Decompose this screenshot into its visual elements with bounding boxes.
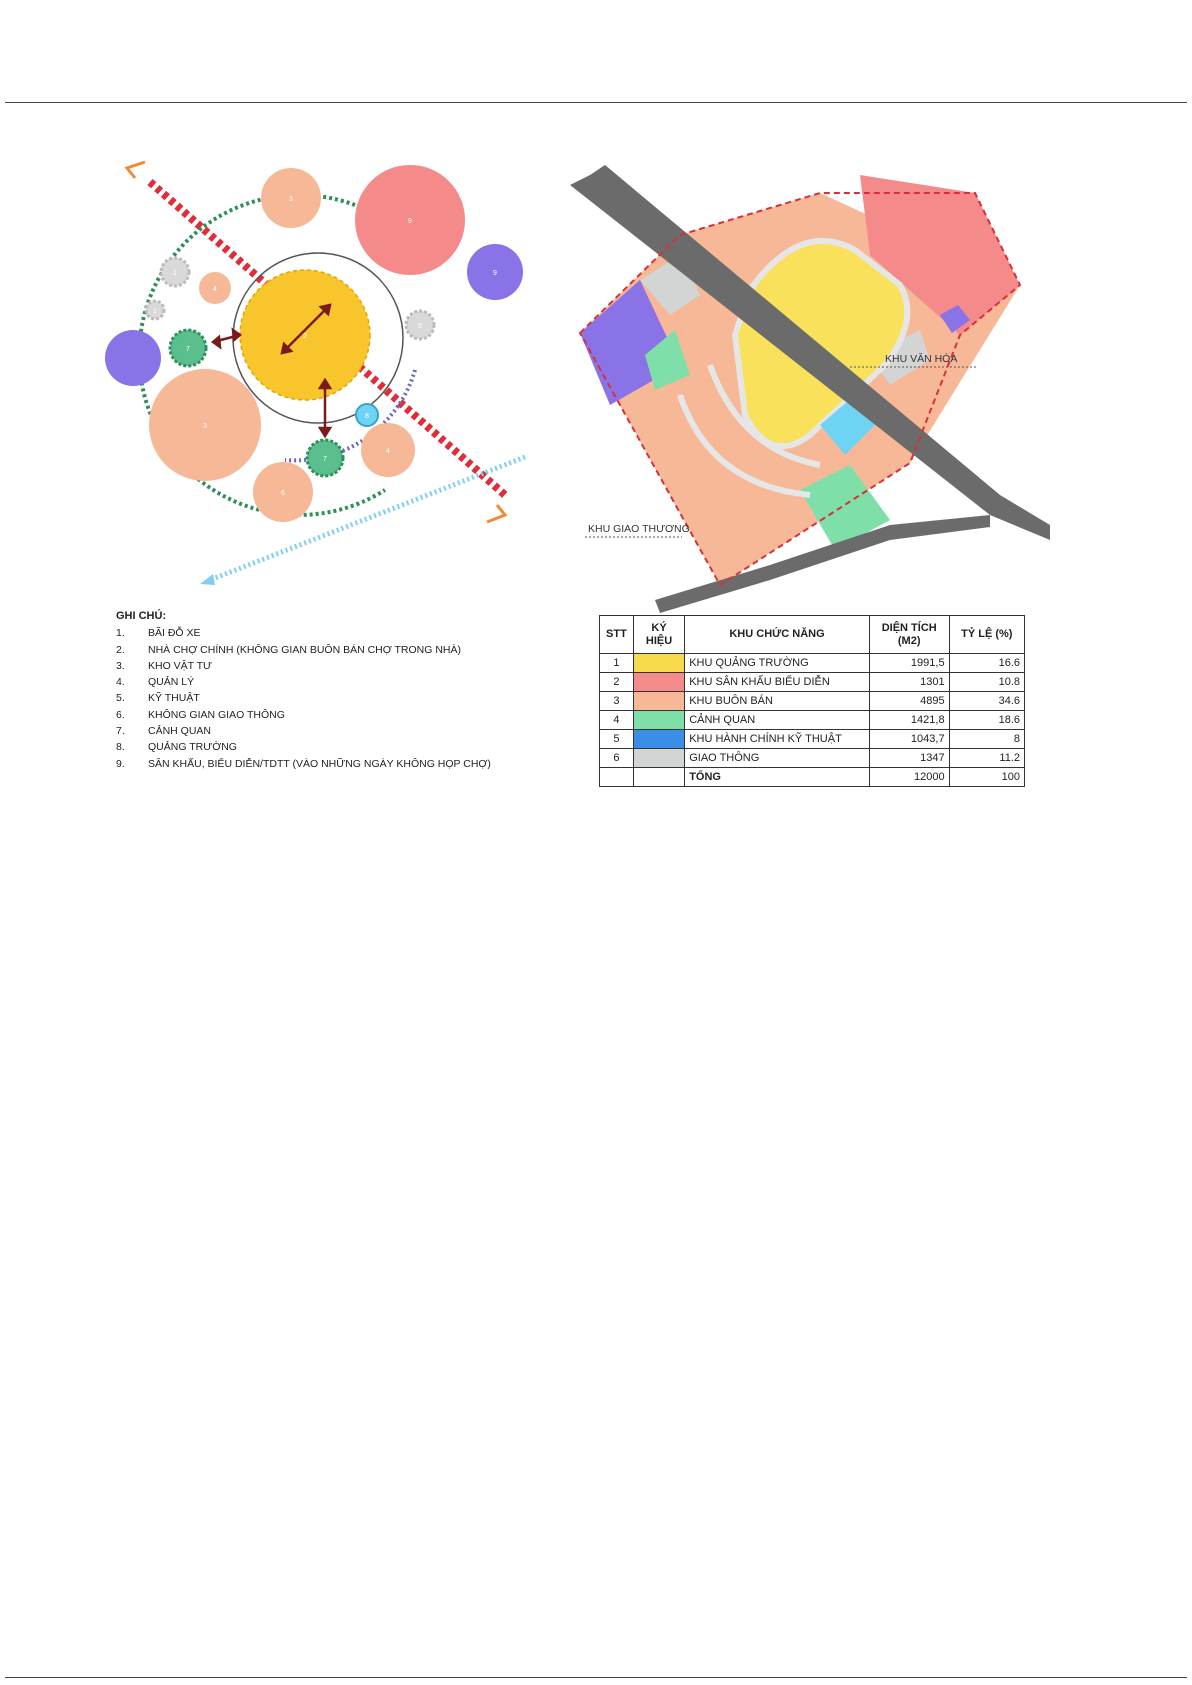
color-swatch — [634, 673, 684, 691]
label-trade-zone: KHU GIAO THƯƠNG — [588, 523, 690, 535]
legend-item: 4. QUẢN LÝ — [116, 676, 195, 689]
header-name: KHU CHỨC NĂNG — [685, 616, 870, 654]
legend-title: GHI CHÚ: — [116, 610, 167, 622]
bubble-label: 9 — [493, 270, 497, 277]
legend-item: 2. NHÀ CHỢ CHÍNH (KHÔNG GIAN BUÔN BÁN CHỢ TRONG NHÀ) — [116, 643, 461, 656]
table-row: 2 KHU SÂN KHẤU BIỂU DIỄN 1301 10.8 — [600, 673, 1025, 692]
color-swatch — [634, 730, 684, 748]
color-swatch — [634, 654, 684, 672]
label-culture-zone: KHU VĂN HÓA — [885, 353, 958, 365]
bubble-label: 1 — [153, 308, 157, 315]
header-ratio: TỶ LỆ (%) — [949, 616, 1024, 654]
bubble-label: 5 — [418, 323, 422, 330]
table-row: 3 KHU BUÔN BÁN 4895 34.6 — [600, 692, 1025, 711]
bubble-label: 7 — [186, 346, 190, 353]
table-row: 6 GIAO THÔNG 1347 11.2 — [600, 749, 1025, 768]
bubble-label: 1 — [173, 270, 177, 277]
legend-item: 1. BÃI ĐỖ XE — [116, 627, 201, 640]
function-area-table — [599, 615, 1025, 787]
color-swatch — [634, 711, 684, 729]
legend-item: 6. KHÔNG GIAN GIAO THÔNG — [116, 708, 285, 721]
footer-rule — [5, 1677, 1187, 1678]
header-rule — [5, 102, 1187, 103]
corner-bracket-bottom — [487, 505, 505, 522]
bubble-label: 2 — [303, 333, 307, 340]
legend-item: 9. SÂN KHẤU, BIỂU DIỄN/TDTT (VÀO NHỮNG NGÀY KHÔNG HỌP CHỢ) — [116, 757, 491, 770]
parking-bubble-left — [105, 330, 161, 386]
corner-bracket-top — [127, 162, 145, 178]
legend-item: 3. KHO VẬT TƯ — [116, 659, 213, 672]
bubble-label: 3 — [289, 196, 293, 203]
bubble-label: 8 — [365, 413, 369, 420]
bubble-label: 9 — [408, 218, 412, 225]
bubble-label: 4 — [213, 286, 217, 293]
table-row: 4 CẢNH QUAN 1421,8 18.6 — [600, 711, 1025, 730]
table-row: 5 KHU HÀNH CHÍNH KỸ THUẬT 1043,7 8 — [600, 730, 1025, 749]
color-swatch — [634, 692, 684, 710]
function-bubble-diagram — [95, 160, 535, 595]
legend-item: 8. QUẢNG TRƯỜNG — [116, 741, 237, 754]
bubble-label: 6 — [281, 490, 285, 497]
table-row: 1 KHU QUẢNG TRƯỜNG 1991,5 16.6 — [600, 654, 1025, 673]
legend-item: 5. KỸ THUẬT — [116, 692, 200, 705]
header-symbol: KÝ HIỆU — [633, 616, 684, 654]
header-stt: STT — [600, 616, 634, 654]
zoning-plan — [570, 165, 1050, 615]
header-area: DIỆN TÍCH (M2) — [869, 616, 949, 654]
access-arrow-line — [210, 457, 525, 580]
table-total-row: TỔNG 12000 100 — [600, 768, 1025, 787]
access-arrow-head — [200, 574, 215, 585]
color-swatch — [634, 749, 684, 767]
legend-item: 7. CẢNH QUAN — [116, 725, 212, 738]
bubble-label: 3 — [203, 423, 207, 430]
bubble-label: 4 — [386, 448, 390, 455]
legend — [116, 608, 556, 772]
bubble-label: 7 — [323, 456, 327, 463]
